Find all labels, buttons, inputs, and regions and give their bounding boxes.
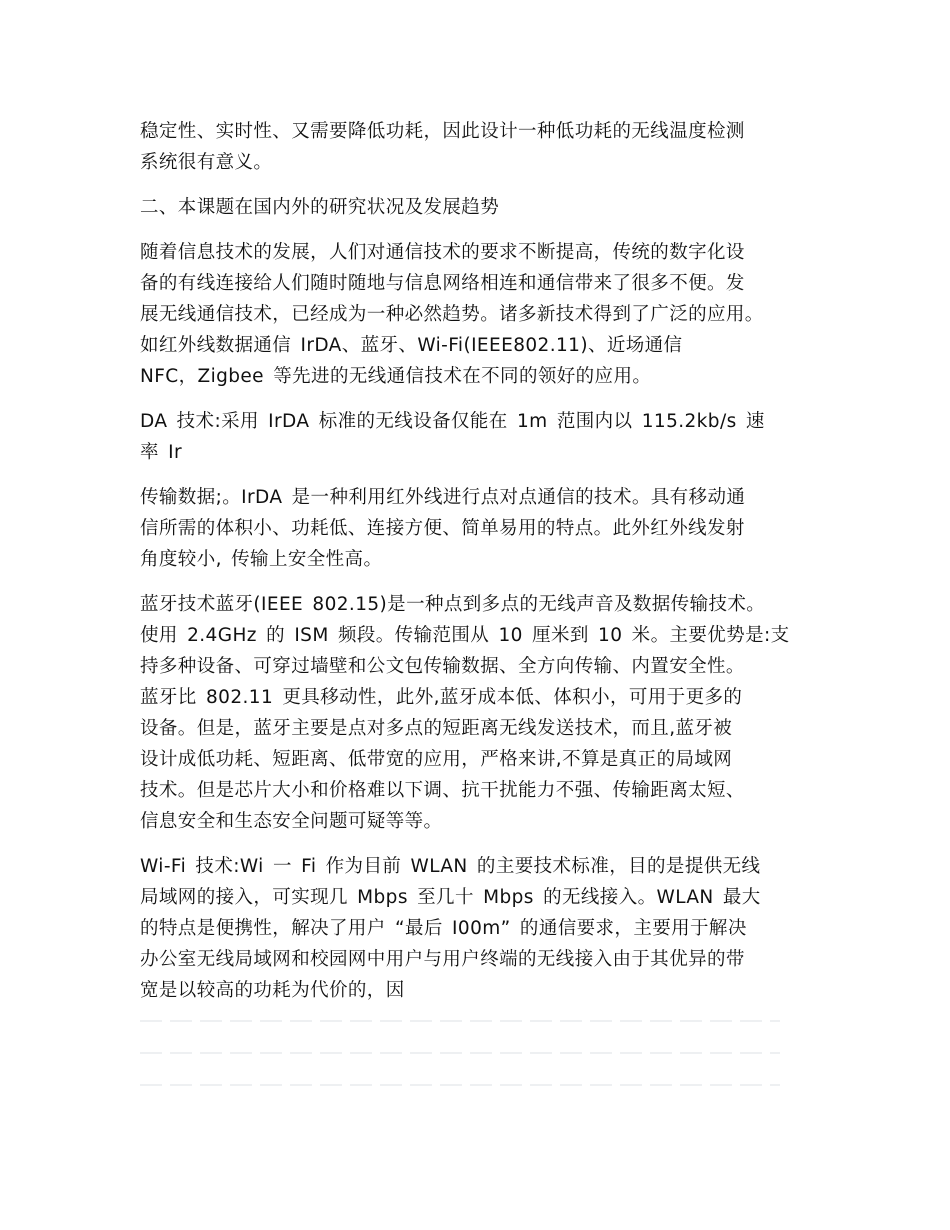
text-line: 随着信息技术的发展，人们对通信技术的要求不断提高，传统的数字化设 [140,242,745,263]
faded-line [140,1084,780,1086]
paragraph-bluetooth [140,589,830,837]
text-line: 蓝牙比 802.11 更具移动性，此外,蓝牙成本低、体积小，可用于更多的 [140,687,743,708]
text-line: Wi-Fi 技术:Wi 一 Fi 作为目前 WLAN 的主要技术标准，目的是提供无线 [140,856,761,877]
text-line: 的特点是便携性，解决了用户 “最后 I00m” 的通信要求，主要用于解决 [140,918,747,939]
paragraph-irda-body [140,482,830,575]
text-line: 信息安全和生态安全问题可疑等等。 [140,811,443,832]
paragraph-irda-intro [140,406,830,468]
text-line: 稳定性、实时性、又需要降低功耗，因此设计一种低功耗的无线温度检测 [140,121,745,142]
text-line: 率 Ir [140,442,183,463]
text-line: 办公室无线局域网和校园网中用户与用户终端的无线接入由于其优异的带 [140,949,745,970]
section-heading-text: 二、本课题在国内外的研究状况及发展趋势 [140,197,500,218]
text-line: 传输数据;。IrDA 是一种利用红外线进行点对点通信的技术。具有移动通 [140,487,746,508]
document-body [140,116,830,1020]
text-line: NFC，Zigbee 等先进的无线通信技术在不同的领好的应用。 [140,366,652,387]
faded-line [140,1020,780,1022]
text-line: 系统很有意义。 [140,152,273,173]
text-line: 蓝牙技术蓝牙(IEEE 802.15)是一种点到多点的无线声音及数据传输技术。 [140,594,766,615]
text-line: 如红外线数据通信 IrDA、蓝牙、Wi-Fi(IEEE802.11)、近场通信 [140,335,683,356]
text-line: 展无线通信技术，已经成为一种必然趋势。诸多新技术得到了广泛的应用。 [140,304,764,325]
text-line: 信所需的体积小、功耗低、连接方便、简单易用的特点。此外红外线发射 [140,518,745,539]
paragraph-wifi [140,851,830,1006]
text-line: 设备。但是，蓝牙主要是点对多点的短距离无线发送技术，而且,蓝牙被 [140,718,733,739]
text-line: 备的有线连接给人们随时随地与信息网络相连和通信带来了很多不便。发 [140,273,745,294]
text-line: DA 技术:采用 IrDA 标准的无线设备仅能在 1m 范围内以 115.2kb/s 速 [140,411,765,432]
paragraph-development [140,237,830,392]
text-line: 局域网的接入，可实现几 Mbps 至几十 Mbps 的无线接入。WLAN 最大 [140,887,761,908]
text-line: 持多种设备、可穿过墙壁和公文包传输数据、全方向传输、内置安全性。 [140,656,745,677]
text-line: 设计成低功耗、短距离、低带宽的应用，严格来讲,不算是真正的局域网 [140,749,733,770]
faded-line [140,1052,780,1054]
text-line: 使用 2.4GHz 的 ISM 频段。传输范围从 10 厘米到 10 米。主要优势是:支 [140,625,790,646]
section-heading [140,192,830,223]
text-line: 技术。但是芯片大小和价格难以下调、抗干扰能力不强、传输距离太短、 [140,780,745,801]
text-line: 角度较小, 传输上安全性高。 [140,549,383,570]
text-line: 宽是以较高的功耗为代价的，因 [140,980,405,1001]
paragraph-intro-continuation [140,116,830,178]
faded-text-remnants [140,1020,780,1116]
